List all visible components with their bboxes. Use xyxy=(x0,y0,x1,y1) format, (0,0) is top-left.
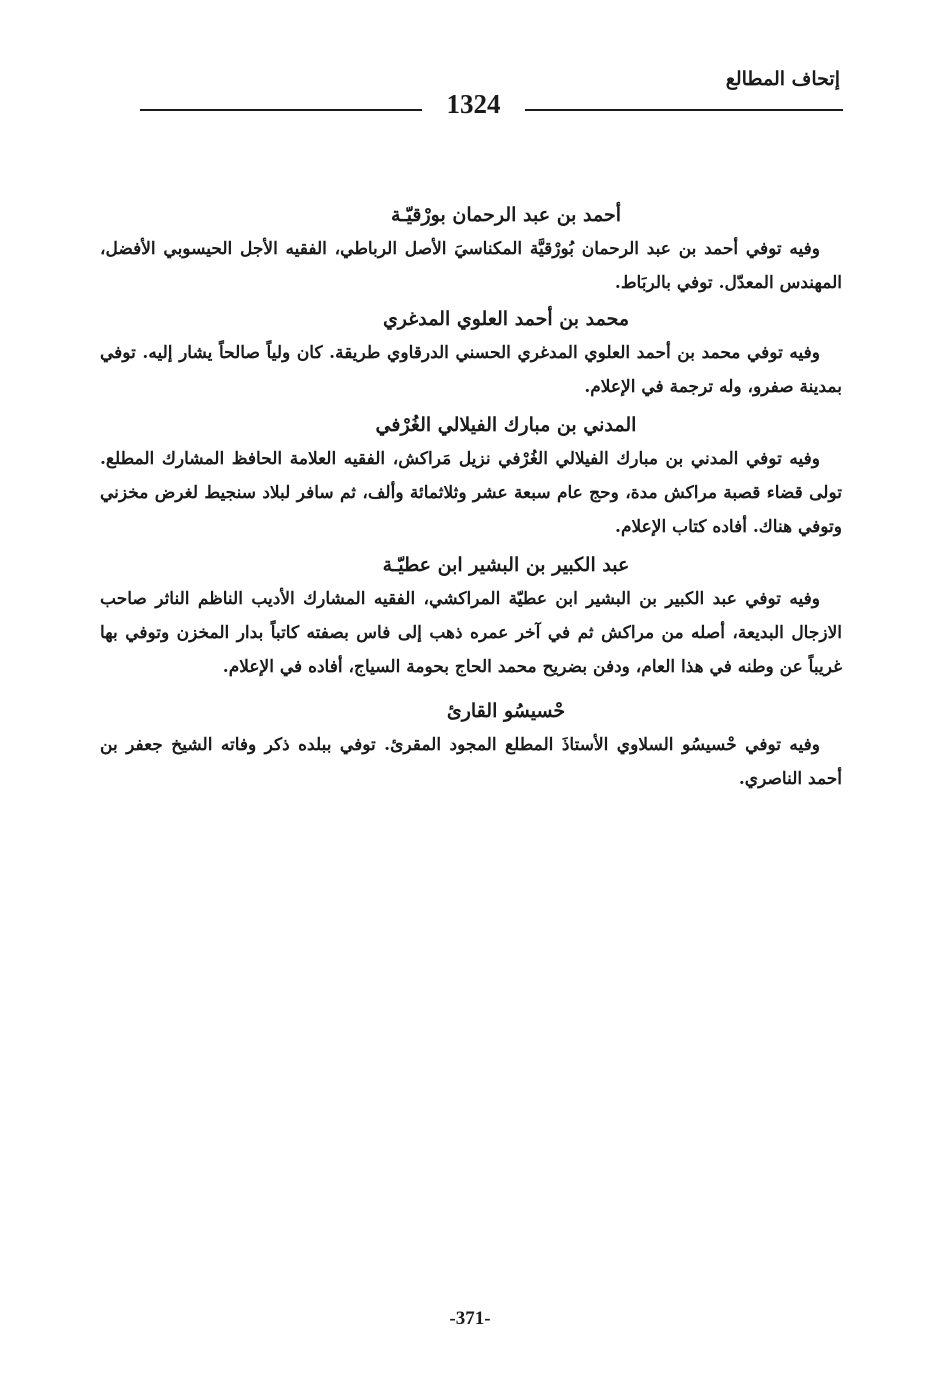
entry-text: وفيه توفي أحمد بن عبد الرحمان بُورْقيَّة المكناسيَ الأصل الرباطي، الفقيه الأجل الحيسوبي الأفضل، المهندس المعدّل. توفي بالربَاط. xyxy=(100,239,842,293)
entry-title: عبد الكبير بن البشير ابن عطيّـة xyxy=(382,554,630,576)
entry-text: وفيه توفي عبد الكبير بن البشير ابن عطيّة المراكشي، الفقيه المشارك الأديب الناظم الناثر صاحب الازجال البديعة، أصله من مراكش ثم في آخر عمره ذهب إلى فاس بصفته كاتباً بدار المخزن وتوفي بها غريباً عن وطنه في هذا العام، ودفن بضريح محمد الحاج بحومة السياج، أفاده في الإعلام. xyxy=(100,589,842,677)
entry-text: وفيه توفي محمد بن أحمد العلوي المدغري الحسني الدرقاوي طريقة. كان ولياً صالحاً يشار إليه. توفي بمدينة صفرو، وله ترجمة في الإعلام. xyxy=(100,343,842,397)
header-rule-left xyxy=(140,109,422,111)
header-rule-right xyxy=(525,109,843,111)
page-number: -371- xyxy=(449,1308,491,1329)
running-title: إتحاف المطالع xyxy=(725,68,840,90)
entry-text: وفيه توفي المدني بن مبارك الفيلالي الغُرْفي نزيل مَراكش، الفقيه العلامة الحافظ المشارك المطلع. تولى قضاء قصبة مراكش مدة، وحج عام سبعة عشر وثلاثمائة وألف، ثم سافر لبلاد سنجيط لغرض مخزني وتوفي هناك. أفاده كتاب الإعلام. xyxy=(100,449,842,537)
page-body xyxy=(100,196,842,796)
year-heading: 1324 xyxy=(446,89,501,119)
entry-title: أحمد بن عبد الرحمان بورْقيّـة xyxy=(390,204,622,226)
entry-text: وفيه توفي حْسيسُو السلاوي الأستاذَ المطلع المجود المقرئ. توفي ببلده ذكر وفاته الشيخ جعفر بن أحمد الناصري. xyxy=(100,735,842,789)
entry-title: حْسيسُو القارئ xyxy=(446,700,566,722)
entry-title: المدني بن مبارك الفيلالي الغُرْفي xyxy=(375,414,637,436)
entry-title: محمد بن أحمد العلوي المدغري xyxy=(382,308,630,330)
